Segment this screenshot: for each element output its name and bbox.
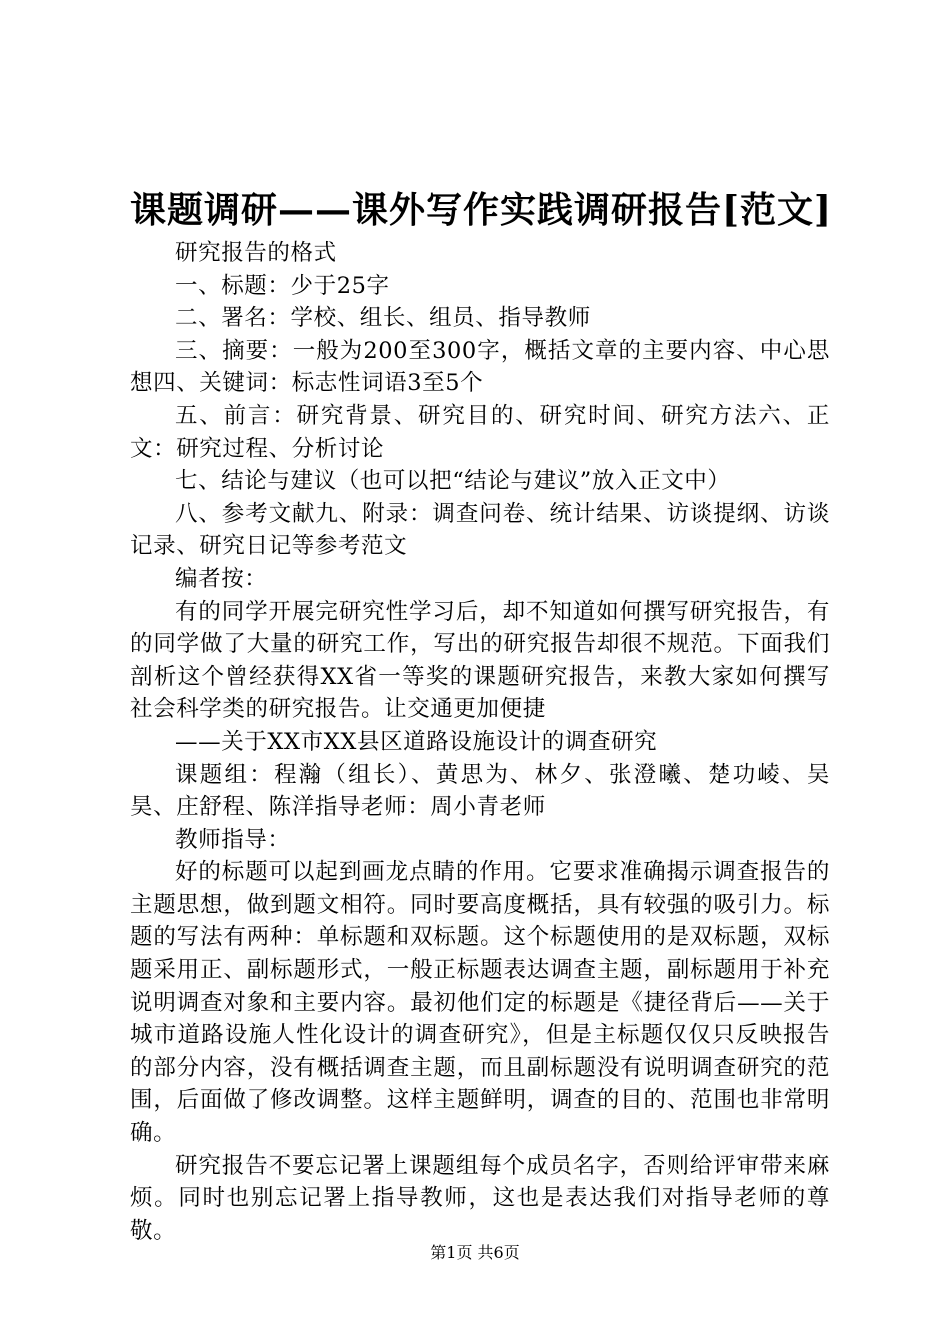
paragraph-format-heading: 研究报告的格式 bbox=[175, 240, 337, 266]
paragraph-abstract-rule: 三、摘要：一般为200至300字，概括文章的主要内容、中心思想四、关键词：标志性词语3至5个 bbox=[130, 337, 830, 397]
paragraph-references-rule: 八、参考文献九、附录：调查问卷、统计结果、访谈提纲、访谈记录、研究日记等参考范文 bbox=[130, 500, 830, 560]
document-body bbox=[130, 237, 830, 1247]
paragraph-editor-note-label: 编者按： bbox=[175, 565, 268, 592]
paragraph-research-group: 课题组：程瀚（组长）、黄思为、林夕、张澄曦、楚功崚、吴昊、庄舒程、陈洋指导老师：周小青老师 bbox=[130, 761, 830, 821]
paragraph-subtitle: ——关于XX市XX县区道路设施设计的调查研究 bbox=[175, 728, 658, 755]
page-indicator: 第1页 共6页 bbox=[430, 1243, 520, 1262]
paragraph-preface-rule: 五、前言：研究背景、研究目的、研究时间、研究方法六、正文：研究过程、分析讨论 bbox=[130, 402, 830, 462]
paragraph-title-rule: 一、标题：少于25字 bbox=[175, 272, 390, 299]
paragraph-signature-rule: 二、署名：学校、组长、组员、指导教师 bbox=[175, 305, 591, 332]
paragraph-teacher-guidance-label: 教师指导： bbox=[175, 826, 291, 853]
document-title: 课题调研——课外写作实践调研报告[范文] bbox=[130, 189, 833, 231]
paragraph-teacher-guidance: 好的标题可以起到画龙点睛的作用。它要求准确揭示调查报告的主题思想，做到题文相符。同时要高度概括，具有较强的吸引力。标题的写法有两种：单标题和双标题。这个标题使用的是双标题，双标题采用正、副标题形式，一般正标题表达调查主题，副标题用于补充说明调查对象和主要内容。最初他们定的标题是《捷径背后——关于城市道路设施人性化设计的调查研究》，但是主标题仅仅只反映报告的部分内容，没有概括调查主题，而且副标题没有说明调查研究的范围，后面做了修改调整。这样主题鲜明，调查的目的、范围也非常明确。 bbox=[130, 859, 830, 1147]
paragraph-signature-advice: 研究报告不要忘记署上课题组每个成员名字，否则给评审带来麻烦。同时也别忘记署上指导教师，这也是表达我们对指导老师的尊敬。 bbox=[130, 1152, 830, 1244]
paragraph-conclusion-rule: 七、结论与建议（也可以把“结论与建议”放入正文中） bbox=[175, 468, 731, 495]
paragraph-editor-note: 有的同学开展完研究性学习后，却不知道如何撰写研究报告，有的同学做了大量的研究工作，写出的研究报告却很不规范。下面我们剖析这个曾经获得XX省一等奖的课题研究报告，来教大家如何撰写社会科学类的研究报告。让交通更加便捷 bbox=[130, 598, 830, 723]
